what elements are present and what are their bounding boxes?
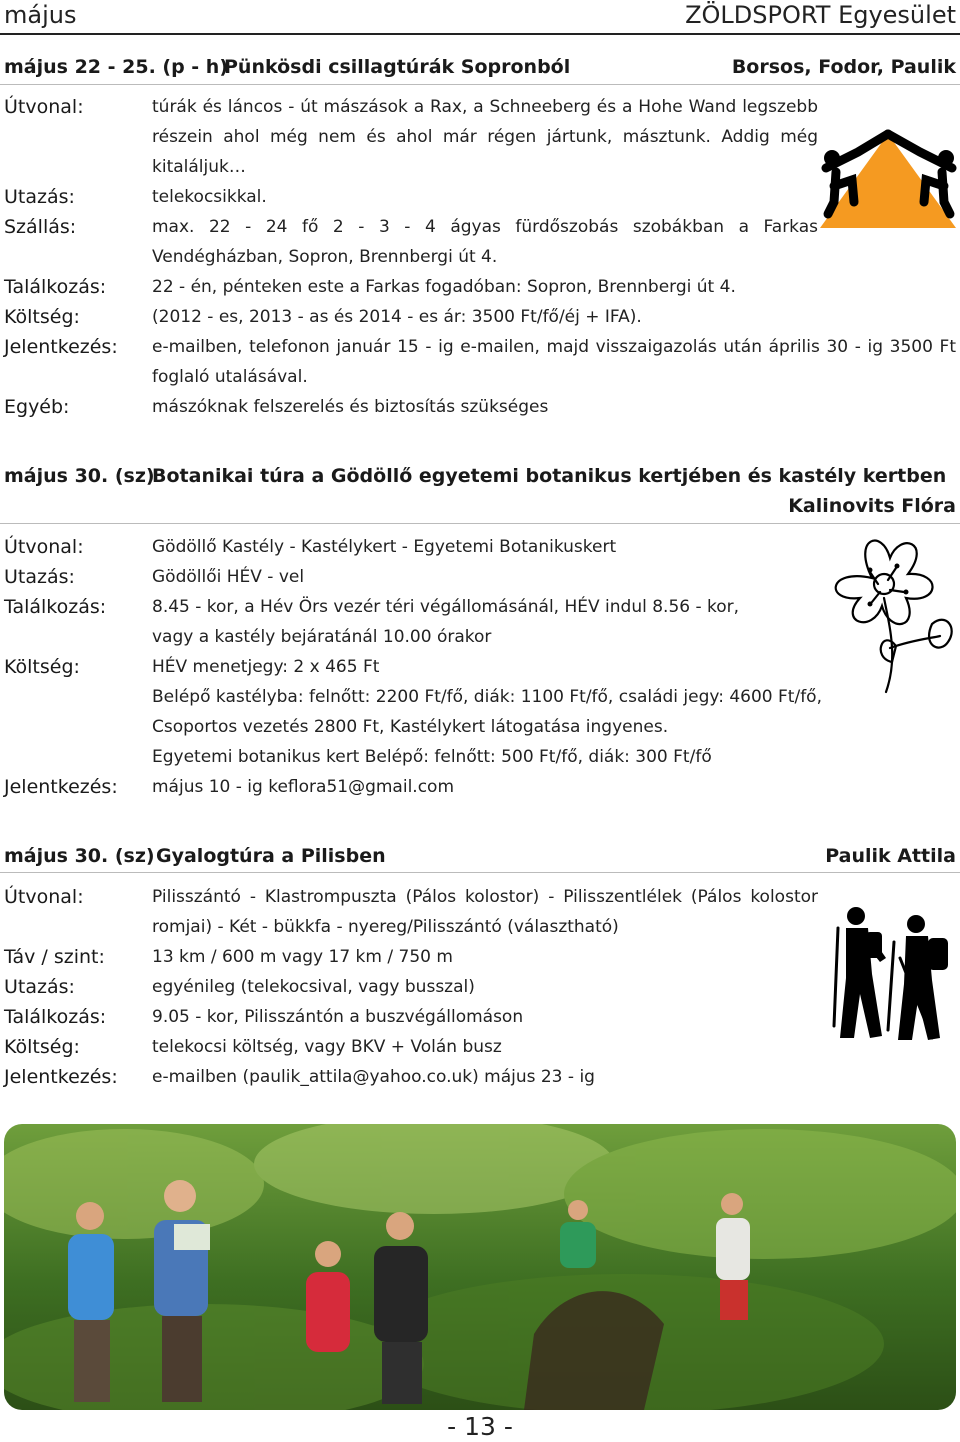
row-label: Jelentkezés: <box>4 1066 118 1088</box>
climbing-logo-icon <box>818 128 960 234</box>
row-value: e-mailben, telefonon január 15 - ig e-mailen, majd visszaigazolás után április 30 - ig 3500 Ft foglaló utalásával. <box>152 337 956 387</box>
row-value: max. 22 - 24 fő 2 - 3 - 4 ágyas fürdőszobás szobákban a Farkas Vendégházban, Sopron, Brennbergi út 4. <box>152 217 818 267</box>
row-value: 8.45 - kor, a Hév Örs vezér téri végállomásánál, HÉV indul 8.56 - kor, <box>152 597 740 617</box>
row-label: Találkozás: <box>4 596 107 618</box>
row-label: Költség: <box>4 306 80 328</box>
row-label: Költség: <box>4 1036 80 1058</box>
row-value: Gödöllői HÉV - vel <box>152 567 305 587</box>
row-label: Találkozás: <box>4 1006 107 1028</box>
divider <box>0 84 960 85</box>
row-label: Jelentkezés: <box>4 776 118 798</box>
row-value: Pilisszántó - Klastrompuszta (Pálos kolostor) - Pilisszentlélek (Pálos kolostor romjai) - Két - bükkfa - nyereg/Pilisszántó (választható) <box>152 887 818 937</box>
event-date: május 22 - 25. (p - h) <box>4 56 229 78</box>
event-title: Botanikai túra a Gödöllő egyetemi botanikus kertjében és kastély kertben <box>152 465 947 487</box>
header-month: május <box>4 1 77 29</box>
row-label: Útvonal: <box>4 536 84 558</box>
row-label: Találkozás: <box>4 276 107 298</box>
event-date: május 30. (sz) <box>4 465 155 487</box>
event-date: május 30. (sz) <box>4 845 155 867</box>
row-value: Gödöllő Kastély - Kastélykert - Egyetemi Botanikuskert <box>152 537 617 557</box>
event-title: Gyalogtúra a Pilisben <box>156 845 386 867</box>
event-leaders: Kalinovits Flóra <box>788 495 956 517</box>
row-value: egyénileg (telekocsival, vagy busszal) <box>152 977 475 997</box>
group-hike-photo <box>4 1124 956 1410</box>
hikers-icon <box>828 898 960 1044</box>
row-label: Jelentkezés: <box>4 336 118 358</box>
row-value: Egyetemi botanikus kert Belépő: felnőtt: 500 Ft/fő, diák: 300 Ft/fő <box>152 747 712 767</box>
header-org: ZÖLDSPORT Egyesület <box>685 1 956 29</box>
row-label: Szállás: <box>4 216 77 238</box>
row-value: túrák és láncos - út mászások a Rax, a Schneeberg és a Hohe Wand legszebb részein ahol még nem és ahol már régen jártunk, másztunk. Addig még kitaláljuk… <box>152 97 818 177</box>
row-label: Útvonal: <box>4 96 84 118</box>
row-value: e-mailben (paulik_attila@yahoo.co.uk) május 23 - ig <box>152 1067 595 1087</box>
row-label: Utazás: <box>4 566 75 588</box>
divider <box>0 523 960 524</box>
row-label: Egyéb: <box>4 396 70 418</box>
row-label: Utazás: <box>4 186 75 208</box>
event-leaders: Paulik Attila <box>825 845 956 867</box>
row-value: Csoportos vezetés 2800 Ft, Kastélykert látogatása ingyenes. <box>152 717 669 737</box>
row-value: telekocsi költség, vagy BKV + Volán busz <box>152 1037 502 1057</box>
row-label: Útvonal: <box>4 886 84 908</box>
flower-icon <box>812 528 960 696</box>
row-value: Belépő kastélyba: felnőtt: 2200 Ft/fő, diák: 1100 Ft/fő, családi jegy: 4600 Ft/fő, <box>152 687 822 707</box>
row-value: (2012 - es, 2013 - as és 2014 - es ár: 3500 Ft/fő/éj + IFA). <box>152 307 642 327</box>
event-title: Pünkösdi csillagtúrák Sopronból <box>224 56 571 78</box>
row-value: mászóknak felszerelés és biztosítás szükséges <box>152 397 549 417</box>
row-value: 22 - én, pénteken este a Farkas fogadóban: Sopron, Brennbergi út 4. <box>152 277 736 297</box>
event-leaders: Borsos, Fodor, Paulik <box>731 56 956 78</box>
row-value: HÉV menetjegy: 2 x 465 Ft <box>152 657 380 677</box>
row-label: Táv / szint: <box>4 946 105 968</box>
row-value: 9.05 - kor, Pilisszántón a buszvégállomáson <box>152 1007 524 1027</box>
header-rule <box>0 33 960 35</box>
row-value: telekocsikkal. <box>152 187 267 207</box>
row-label: Utazás: <box>4 976 75 998</box>
row-value: 13 km / 600 m vagy 17 km / 750 m <box>152 947 453 967</box>
page-number: - 13 - <box>447 1412 513 1441</box>
row-label: Költség: <box>4 656 80 678</box>
divider <box>0 872 960 873</box>
row-value: vagy a kastély bejáratánál 10.00 órakor <box>152 627 492 647</box>
row-value: május 10 - ig keflora51@gmail.com <box>152 777 454 797</box>
